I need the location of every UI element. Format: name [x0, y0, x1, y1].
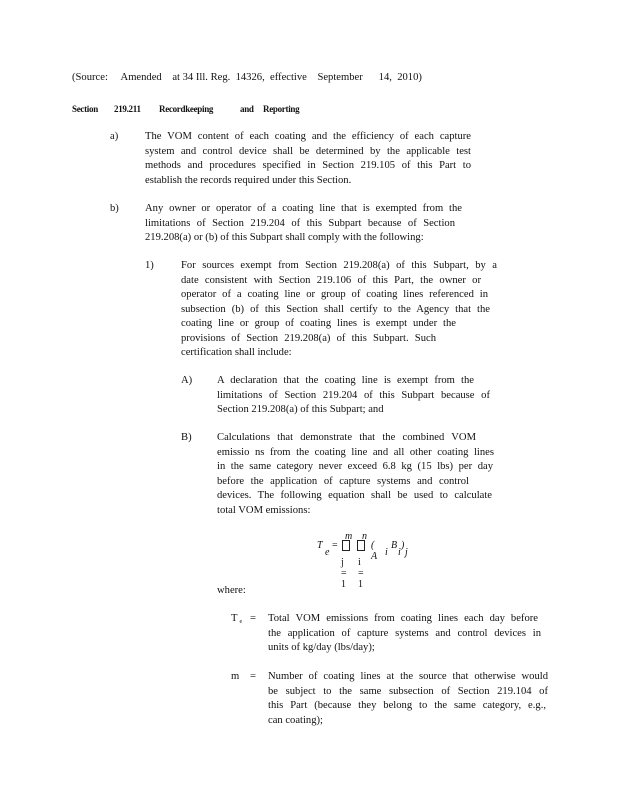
definition-symbol: m: [231, 671, 240, 682]
definition-line: units of kg/day (lbs/day);: [268, 642, 375, 653]
definition-equals: =: [250, 613, 256, 624]
item-bA-line: A declaration that the coating line is exempt from the: [217, 375, 474, 386]
definition-symbol-sub: e: [239, 619, 243, 625]
sigma-box-icon: [357, 540, 365, 551]
item-bB-line: before the application of capture systems and control: [217, 475, 469, 487]
item-bB-line: in the same category never exceed 6.8 kg (15 lbs) per day: [217, 461, 493, 472]
item-bB-line: Calculations that demonstrate that the combined VOM: [217, 432, 476, 443]
definition-symbol: [231, 612, 242, 630]
item-bA-label: A): [181, 375, 193, 386]
equation-term-i: i: [385, 547, 388, 558]
item-a-label: a): [110, 131, 119, 142]
item-b-line: limitations of Section 219.204 of this Subpart because of Section: [145, 217, 455, 229]
section-number: 219.211: [114, 104, 141, 114]
item-a-line: The VOM content of each coating and the efficiency of each capture: [145, 131, 471, 142]
item-bB-label: B): [181, 432, 192, 443]
equation-term-bi: i: [398, 547, 401, 558]
item-b1-line: operator of a coating line or group of coating lines referenced in: [181, 289, 488, 300]
definition-equals: =: [250, 671, 256, 682]
item-bB-line: devices. The following equation shall be used to calculate: [217, 490, 492, 501]
item-b-line: Any owner or operator of a coating line that is exempted from the: [145, 203, 462, 214]
definition-line: be subject to the same subsection of Section 219.104 of: [268, 685, 548, 697]
item-b1-line: subsection (b) of this Section shall certify to the Agency that the: [181, 303, 490, 315]
equation-lhs: T: [317, 540, 323, 551]
item-a-line: establish the records required under this Section.: [145, 174, 352, 186]
equation-lhs-sub: e: [325, 547, 330, 558]
definition-line: the application of capture systems and control devices in: [268, 627, 541, 639]
section-title-3: Reporting: [263, 104, 300, 114]
item-b-label: b): [110, 203, 119, 214]
item-b-line: 219.208(a) or (b) of this Subpart shall comply with the following:: [145, 232, 424, 243]
section-label: Section: [72, 104, 98, 114]
item-b1-line: certification shall include:: [181, 347, 292, 358]
item-a-line: system and control device shall be determined by the applicable test: [145, 145, 471, 157]
item-bA-line: Section 219.208(a) of this Subpart; and: [217, 404, 384, 415]
item-b1-line: coating line or group of coating lines is exempt under the: [181, 318, 456, 329]
item-b1-line: date consistent with Section 219.106 of this Part, the owner or: [181, 274, 481, 286]
equation-term-close: ): [401, 540, 405, 551]
definition-line: Total VOM emissions from coating lines each day before: [268, 613, 538, 624]
item-a-line: methods and procedures specified in Section 219.105 of this Part to: [145, 160, 471, 171]
equation-term-j: j: [405, 547, 408, 558]
item-bA-line: limitations of Section 219.204 of this Subpart because of: [217, 389, 490, 401]
section-title-2: and: [240, 104, 254, 114]
definition-line: Number of coating lines at the source that otherwise would: [268, 671, 548, 682]
item-b1-label: 1): [145, 260, 154, 271]
equation-lower-i: i = 1: [358, 557, 364, 590]
item-b1-line: provisions of Section 219.208(a) of this Subpart. Such: [181, 332, 436, 344]
equation-term: ( A: [371, 540, 378, 562]
definition-line: can coating);: [268, 714, 324, 726]
definition-line: this Part (because they belong to the same category, e.g.,: [268, 700, 546, 711]
item-b1-line: For sources exempt from Section 219.208(a) of this Subpart, by a: [181, 260, 497, 271]
item-bB-line: emissio ns from the coating line and all other coating lines: [217, 446, 494, 458]
equation-equals: =: [332, 540, 338, 551]
section-title-1: Recordkeeping: [159, 104, 214, 114]
source-note: (Source: Amended at 34 Ill. Reg. 14326, effective September 14, 2010): [72, 72, 422, 83]
equation-lower-j: j = 1: [341, 557, 347, 590]
where-label: where:: [217, 585, 246, 596]
equation-upper-m: m: [345, 531, 353, 542]
sigma-box-icon: [342, 540, 350, 551]
equation-term-b: B: [391, 540, 398, 551]
definition-symbol-text: T: [231, 613, 238, 624]
item-bB-line: total VOM emissions:: [217, 504, 311, 516]
equation-upper-n: n: [362, 531, 367, 542]
